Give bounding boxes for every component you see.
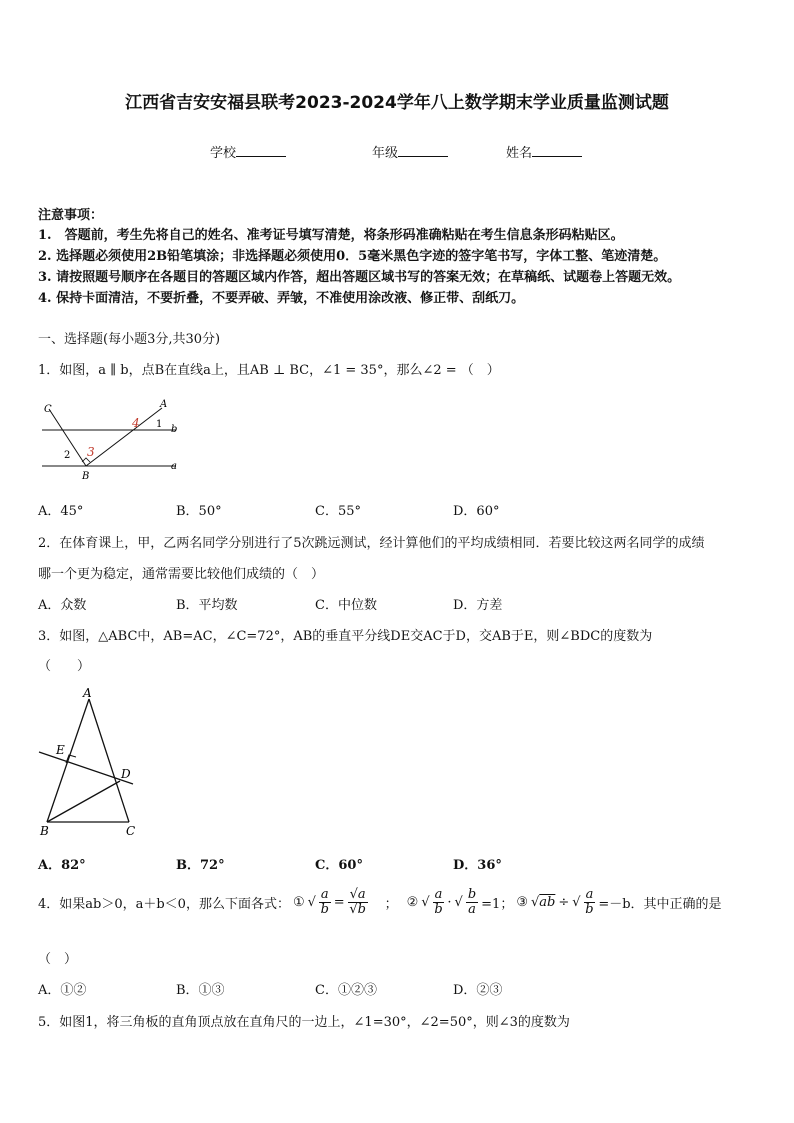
q1-text: 1．如图，a ∥ b，点B在直线a上，且AB ⊥ BC，∠1 = 35°，那么∠2 = （ ）	[38, 363, 500, 378]
fraction: $\frac{a}{b}$	[434, 887, 443, 918]
q4-option-a: A．①②	[38, 983, 87, 998]
label-line-a: a	[171, 461, 177, 472]
q3-line1: 3．如图，△ABC中，AB=AC，∠C=72°，AB的垂直平分线DE交AC于D，交AB于E，则∠BDC的度数为	[38, 629, 653, 644]
section-heading: 一、选择题(每小题3分,共30分)	[38, 332, 221, 347]
q4-mid: =1；	[481, 897, 514, 913]
q1-option-c: C．55°	[315, 504, 361, 519]
q2-line2: 哪一个更为稳定，通常需要比较他们成绩的（ ）	[38, 567, 325, 582]
fraction: $\frac{a}{b}$	[585, 887, 594, 918]
segment-ba	[86, 408, 162, 466]
sqrt-icon: √	[454, 895, 463, 911]
fraction: $\frac{a}{b}$	[320, 887, 329, 918]
label-a: A	[83, 686, 92, 700]
q1-option-b: B．50°	[176, 504, 222, 519]
q3-option-c: C．60°	[315, 858, 363, 873]
label-angle-2: 2	[64, 450, 71, 461]
label-d: D	[121, 767, 131, 781]
page-title: 江西省吉安安福县联考2023-2024学年八上数学期末学业质量监测试题	[125, 93, 669, 113]
q2-option-a: A．众数	[38, 598, 87, 613]
note-item: 4. 保持卡面清洁，不要折叠，不要弄破、弄皱，不准使用涂改液、修正带、刮纸刀。	[38, 291, 525, 306]
q4-option-d: D．②③	[453, 983, 503, 998]
side-ab	[47, 699, 89, 822]
q1-figure	[36, 396, 186, 482]
label-angle-1: 1	[156, 419, 163, 430]
q3-option-a: A．82°	[38, 858, 86, 873]
q4-tail: =－b．其中正确的是	[598, 897, 722, 913]
label-angle-4: 4	[132, 416, 140, 430]
note-item: 1. 答题前，考生先将自己的姓名、准考证号填写清楚，将条形码准确粘贴在考生信息条形码粘贴区。	[38, 228, 624, 243]
sqrt-icon: √	[572, 895, 581, 911]
note-item: 3. 请按照题号顺序在各题目的答题区域内作答，超出答题区域书写的答案无效；在草稿纸、试题卷上答题无效。	[38, 270, 681, 285]
grade-blank	[398, 144, 448, 157]
label-e: E	[56, 743, 65, 757]
fraction: $\frac{√a}{√b}$	[349, 887, 366, 918]
school-label: 学校	[210, 146, 237, 161]
name-blank	[532, 144, 582, 157]
q2-line1: 2．在体育课上，甲，乙两名同学分别进行了5次跳远测试，经计算他们的平均成绩相同．若要比较这两名同学的成绩	[38, 536, 705, 551]
school-field	[210, 142, 286, 161]
q2-option-d: D．方差	[453, 598, 503, 613]
grade-label: 年级	[372, 146, 399, 161]
label-c: C	[44, 404, 52, 415]
note-item: 2. 选择题必须使用2B铅笔填涂；非选择题必须使用0．5毫米黑色字迹的签字笔书写，字体工整、笔迹清楚。	[38, 249, 667, 264]
q1-option-d: D．60°	[453, 504, 500, 519]
q2-option-c: C．中位数	[315, 598, 377, 613]
q4-sep: ；	[384, 897, 398, 913]
q4-circle-3: ③	[516, 895, 528, 911]
sqrt-icon: √	[307, 895, 316, 911]
school-blank	[236, 144, 286, 157]
q3-option-b: B．72°	[176, 858, 225, 873]
q4-option-b: B．①③	[176, 983, 225, 998]
q4-divide: ÷	[558, 895, 570, 911]
q4-prefix: 4．如果ab＞0，a＋b＜0，那么下面各式：	[38, 897, 290, 913]
q4-circle-2: ②	[406, 895, 419, 911]
label-a-point: A	[160, 399, 168, 410]
q4-line1: 4．如果ab＞0，a＋b＜0，那么下面各式： ① √ $\frac{a}{b}$ = $\frac{√a}{√b}$ ； ② √ $\frac{a}{b}$ · √ $\frac{b}{a}$ =1； ③ √ab ÷ √ $\frac{a}{b}$ =－b．其中正确的是	[38, 887, 722, 918]
notes-heading: 注意事项：	[38, 208, 104, 223]
q3-line2: （ ）	[38, 659, 91, 674]
label-b: B	[40, 824, 49, 838]
label-angle-3: 3	[87, 445, 95, 459]
q3-figure	[36, 684, 146, 840]
grade-field	[372, 142, 448, 161]
label-c: C	[126, 824, 136, 838]
q5-text: 5．如图1，将三角板的直角顶点放在直角尺的一边上，∠1=30°，∠2=50°，则∠3的度数为	[38, 1015, 570, 1030]
name-field	[506, 142, 582, 161]
name-label: 姓名	[506, 146, 533, 161]
q4-option-c: C．①②③	[315, 983, 377, 998]
label-b-point: B	[82, 471, 90, 482]
bisector-de	[39, 752, 133, 784]
side-ac	[89, 699, 129, 822]
q3-option-d: D．36°	[453, 858, 502, 873]
sqrt-icon: √	[421, 895, 430, 911]
sqrt-icon: √ab	[530, 895, 556, 911]
segment-bd	[47, 781, 120, 822]
fraction: $\frac{b}{a}$	[467, 887, 477, 918]
label-line-b: b	[171, 424, 178, 435]
q4-line2: （ ）	[38, 952, 78, 967]
q4-circle-1: ①	[292, 895, 305, 911]
q2-option-b: B．平均数	[176, 598, 238, 613]
q1-option-a: A．45°	[38, 504, 84, 519]
